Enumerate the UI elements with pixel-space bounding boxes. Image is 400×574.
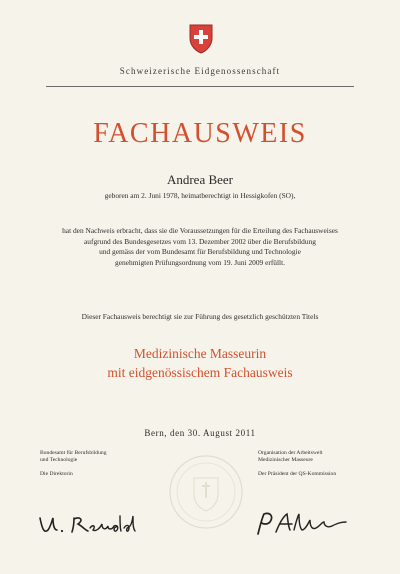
attestation-line: aufgrund des Bundesgesetzes vom 13. Dezember 2002 über die Berufsbildung [84,236,316,246]
birth-line: geboren am 2. Juni 1978, heimatberechtigt in Hessigkofen (SO), [104,191,296,200]
right-role: Der Präsident der QS-Kommission [258,470,337,477]
signature-left [32,510,162,540]
signature-right [250,508,360,540]
swiss-shield-icon [188,24,214,54]
attestation-line: genehmigten Prüfungsordnung vom 19. Juni 2009 erfüllt. [115,257,285,267]
header-divider [46,86,354,87]
left-role: Die Direktorin [40,470,73,477]
holder-name: Andrea Beer [166,172,234,187]
attestation-line: hat den Nachweis erbracht, dass sie die Voraussetzungen für die Erteilung des Fachausweises [62,226,338,235]
degree-line-2: mit eidgenössischem Fachausweis [107,365,293,380]
attestation-line: und gemäss der vom Bundesamt für Berufsbildung und Technologie [99,247,301,256]
left-signatory-block [40,450,107,478]
entitlement-text: Dieser Fachausweis berechtigt sie zur Führung des gesetzlich geschützten Titels [81,312,319,321]
left-org-line-2: und Technologie [40,457,78,464]
degree-line-1: Medizinische Masseurin [133,346,267,361]
embossed-seal-icon [166,452,246,532]
left-org-line-1: Bundesamt für Berufsbildung [40,450,107,456]
certificate-title: FACHAUSWEIS [93,118,307,149]
right-org-line-2: Medizinischer Masseure [258,457,313,464]
confederation-label: Schweizerische Eidgenossenschaft [119,66,281,76]
degree-title [0,344,400,382]
right-org-line-1: Organisation der Arbeitswelt [258,450,323,456]
attestation-text [20,226,380,268]
place-date: Bern, den 30. August 2011 [144,428,256,438]
right-signatory-block [258,450,336,478]
